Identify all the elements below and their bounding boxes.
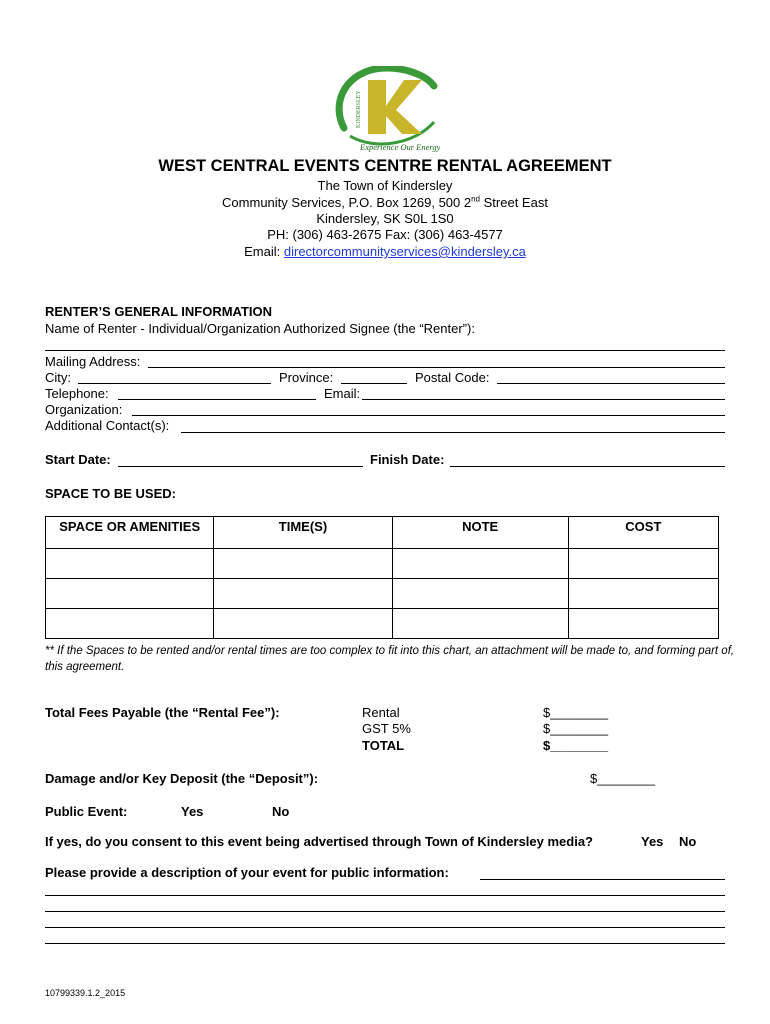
start-date-label: Start Date: xyxy=(45,452,111,467)
city-field[interactable] xyxy=(78,383,271,384)
additional-contacts-field[interactable] xyxy=(181,432,725,433)
renter-section-title: RENTER’S GENERAL INFORMATION xyxy=(45,304,273,319)
organization-label: Organization: xyxy=(45,402,123,417)
mailing-address-label: Mailing Address: xyxy=(45,354,141,369)
table-header-row xyxy=(46,517,719,549)
address-line-4: PH: (306) 463-2675 Fax: (306) 463-4577 xyxy=(267,227,503,242)
description-field-3[interactable] xyxy=(45,911,725,912)
city-label: City: xyxy=(45,370,71,385)
table-cell[interactable] xyxy=(568,549,718,579)
finish-date-label: Finish Date: xyxy=(370,452,445,467)
document-id: 10799339.1.2_2015 xyxy=(45,988,126,998)
logo-wordmark: KINDERSLEY xyxy=(356,90,362,128)
address-line-3: Kindersley, SK S0L 1S0 xyxy=(316,211,454,226)
email-line: Email: directorcommunityservices@kindersley.ca xyxy=(244,244,526,259)
table-cell[interactable] xyxy=(214,579,392,609)
public-event-yes[interactable]: Yes xyxy=(181,804,204,819)
table-cell[interactable] xyxy=(392,609,568,639)
table-cell[interactable] xyxy=(214,549,392,579)
postal-code-label: Postal Code: xyxy=(415,370,490,385)
space-section-title: SPACE TO BE USED: xyxy=(45,486,176,501)
description-field-2[interactable] xyxy=(45,895,725,896)
province-label: Province: xyxy=(279,370,334,385)
public-event-no[interactable]: No xyxy=(272,804,290,819)
email-field[interactable] xyxy=(362,399,725,400)
rental-amount[interactable]: $________ xyxy=(543,705,609,720)
table-cell[interactable] xyxy=(392,549,568,579)
col-times: TIME(S) xyxy=(214,517,392,549)
table-cell[interactable] xyxy=(568,609,718,639)
email-label: Email: xyxy=(324,386,361,401)
email-link[interactable]: directorcommunityservices@kindersley.ca xyxy=(283,244,526,259)
logo-tagline: Experience Our Energy xyxy=(360,142,440,152)
province-field[interactable] xyxy=(341,383,407,384)
consent-yes[interactable]: Yes xyxy=(641,834,664,849)
telephone-field[interactable] xyxy=(118,399,316,400)
renter-name-label: Name of Renter - Individual/Organization Authorized Signee (the “Renter”): xyxy=(45,321,475,336)
start-date-field[interactable] xyxy=(118,466,363,467)
postal-code-field[interactable] xyxy=(497,383,725,384)
space-note: ** If the Spaces to be rented and/or rental times are too complex to fit into this chart, an attachment will be made to, and forming part of, this agreement. xyxy=(45,645,735,673)
table-cell[interactable] xyxy=(568,579,718,609)
col-space: SPACE OR AMENITIES xyxy=(46,517,214,549)
table-row xyxy=(46,579,719,609)
description-label: Please provide a description of your event for public information: xyxy=(45,865,449,880)
mailing-address-field[interactable] xyxy=(148,367,725,368)
col-cost: COST xyxy=(568,517,718,549)
table-cell[interactable] xyxy=(46,549,214,579)
address-line-1: The Town of Kindersley xyxy=(317,178,453,193)
table-cell[interactable] xyxy=(392,579,568,609)
public-event-label: Public Event: xyxy=(45,804,128,819)
renter-name-field[interactable] xyxy=(45,350,725,351)
telephone-label: Telephone: xyxy=(45,386,109,401)
finish-date-field[interactable] xyxy=(450,466,725,467)
consent-no[interactable]: No xyxy=(679,834,697,849)
consent-question: If yes, do you consent to this event being advertised through Town of Kindersley media? xyxy=(45,834,593,849)
description-field-4[interactable] xyxy=(45,927,725,928)
page-title: WEST CENTRAL EVENTS CENTRE RENTAL AGREEMENT xyxy=(158,157,612,175)
description-field-5[interactable] xyxy=(45,943,725,944)
deposit-label: Damage and/or Key Deposit (the “Deposit”): xyxy=(45,771,319,786)
gst-amount[interactable]: $________ xyxy=(543,721,609,736)
table-row xyxy=(46,609,719,639)
total-fees-label: Total Fees Payable (the “Rental Fee”): xyxy=(45,705,280,720)
total-row-label: TOTAL xyxy=(362,738,405,753)
kindersley-logo xyxy=(330,66,440,152)
col-note: NOTE xyxy=(392,517,568,549)
table-cell[interactable] xyxy=(46,609,214,639)
table-row xyxy=(46,549,719,579)
table-cell[interactable] xyxy=(214,609,392,639)
gst-label: GST 5% xyxy=(362,721,411,736)
deposit-amount[interactable]: $________ xyxy=(590,771,656,786)
address-line-2: Community Services, P.O. Box 1269, 500 2nd Street East xyxy=(222,194,548,210)
description-field-1[interactable] xyxy=(480,879,725,880)
table-cell[interactable] xyxy=(46,579,214,609)
additional-contacts-label: Additional Contact(s): xyxy=(45,418,170,433)
rental-label: Rental xyxy=(362,705,400,720)
space-table xyxy=(45,516,719,639)
organization-field[interactable] xyxy=(132,415,725,416)
total-amount[interactable]: $________ xyxy=(543,738,609,753)
